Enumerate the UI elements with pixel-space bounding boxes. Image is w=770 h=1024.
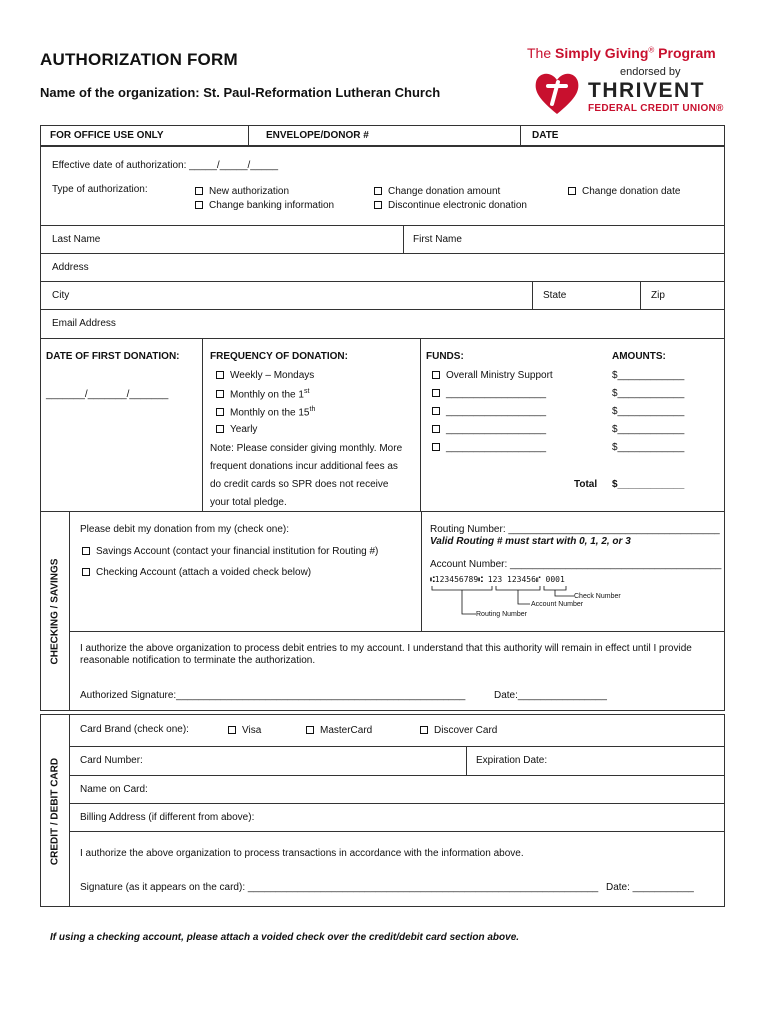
- check-diagram-lines: [430, 584, 630, 622]
- fund-blank[interactable]: __________________: [446, 424, 547, 435]
- frequency-note: frequent donations incur additional fees as: [210, 461, 398, 472]
- amount-field[interactable]: $____________: [612, 406, 685, 417]
- signature-date-field[interactable]: Date:________________: [494, 690, 607, 701]
- divider: [69, 746, 725, 747]
- address-field[interactable]: Address: [52, 262, 89, 273]
- organization-name: Name of the organization: St. Paul-Reformation Lutheran Church: [40, 85, 441, 100]
- fund-blank[interactable]: __________________: [446, 406, 547, 417]
- account-number-field[interactable]: Account Number: ______________________________________: [430, 559, 722, 570]
- divider: [520, 125, 521, 146]
- fund-row[interactable]: [432, 406, 546, 417]
- divider: [40, 281, 725, 282]
- fund-row[interactable]: [432, 388, 546, 399]
- divider: [420, 338, 421, 511]
- frequency-label: FREQUENCY OF DONATION:: [210, 351, 348, 362]
- state-field[interactable]: State: [543, 290, 567, 301]
- divider: [69, 631, 725, 632]
- option-label: Monthly on the 1: [230, 389, 304, 401]
- card-authorization-text: I authorize the above organization to process transactions in accordance with the information above.: [80, 848, 524, 859]
- checking-option[interactable]: [82, 567, 311, 578]
- option-label: Visa: [242, 725, 262, 736]
- type-label: Type of authorization:: [52, 184, 148, 195]
- logo-reg: ®: [648, 45, 655, 55]
- option-label: Change donation amount: [388, 186, 501, 197]
- debit-prompt: Please debit my donation from my (check one):: [80, 524, 289, 535]
- savings-option[interactable]: [82, 546, 378, 557]
- freq-monthly-15th[interactable]: [216, 406, 315, 418]
- amounts-label: AMOUNTS:: [612, 351, 666, 362]
- divider: [69, 511, 70, 711]
- checkbox[interactable]: [432, 443, 440, 451]
- routing-number-caption: Routing Number: [476, 611, 527, 618]
- name-on-card-field[interactable]: Name on Card:: [80, 784, 148, 795]
- fund-blank[interactable]: __________________: [446, 388, 547, 399]
- option-label: Monthly on the 15: [230, 407, 310, 419]
- footer-note: If using a checking account, please attach a voided check over the credit/debit card section above.: [50, 932, 520, 943]
- total-label: Total: [574, 479, 598, 490]
- checkbox[interactable]: [216, 390, 224, 398]
- ordinal-suffix: th: [309, 406, 316, 413]
- fund-row[interactable]: [432, 424, 546, 435]
- card-number-field[interactable]: Card Number:: [80, 755, 143, 766]
- divider: [466, 746, 467, 775]
- check-number-caption: Check Number: [574, 593, 621, 600]
- freq-yearly[interactable]: [216, 424, 257, 435]
- divider: [40, 225, 725, 226]
- divider: [40, 253, 725, 254]
- option-label: New authorization: [209, 186, 290, 197]
- divider: [69, 803, 725, 804]
- checkbox[interactable]: [374, 187, 382, 195]
- logo-suffix: Program: [658, 45, 716, 61]
- form-title: AUTHORIZATION FORM: [40, 50, 238, 69]
- divider: [248, 125, 249, 146]
- amount-field[interactable]: $____________: [612, 388, 685, 399]
- debit-authorization-text: I authorize the above organization to process debit entries to my account. I understand that this authority will remain in effect until I provide: [80, 643, 692, 654]
- first-donation-date-field[interactable]: _______/_______/_______: [46, 389, 169, 400]
- divider: [69, 775, 725, 776]
- checkbox[interactable]: [216, 371, 224, 379]
- program-logo-text: [527, 45, 716, 61]
- checkbox[interactable]: [432, 371, 440, 379]
- frequency-note: do credit cards so SPR does not receive: [210, 479, 389, 490]
- option-discontinue[interactable]: [374, 200, 527, 211]
- option-change-date[interactable]: [568, 186, 680, 197]
- checking-savings-side-label: CHECKING / SAVINGS: [49, 558, 61, 665]
- checkbox[interactable]: [420, 726, 428, 734]
- brand-visa[interactable]: [228, 725, 261, 736]
- checkbox[interactable]: [228, 726, 236, 734]
- first-name-field[interactable]: First Name: [413, 234, 462, 245]
- checkbox[interactable]: [432, 407, 440, 415]
- logo-prefix: The: [527, 45, 552, 61]
- email-field[interactable]: Email Address: [52, 318, 116, 329]
- brand-mastercard[interactable]: [306, 725, 372, 736]
- effective-date-field[interactable]: Effective date of authorization: _____/_____/_____: [52, 160, 279, 171]
- checkbox[interactable]: [195, 201, 203, 209]
- amount-field[interactable]: $____________: [612, 370, 685, 381]
- freq-weekly[interactable]: [216, 370, 314, 381]
- account-number-caption: Account Number: [531, 601, 584, 608]
- checkbox[interactable]: [374, 201, 382, 209]
- divider: [40, 338, 725, 339]
- checkbox[interactable]: [82, 547, 90, 555]
- checkbox[interactable]: [216, 425, 224, 433]
- divider: [202, 338, 203, 511]
- checkbox[interactable]: [568, 187, 576, 195]
- card-side-label: CREDIT / DEBIT CARD: [49, 757, 61, 866]
- checkbox[interactable]: [216, 408, 224, 416]
- micr-line: ⑆123456789⑆ 123 123456⑈ 0001: [430, 575, 565, 584]
- divider: [69, 714, 70, 907]
- logo-fcu: FEDERAL CREDIT UNION®: [588, 103, 724, 114]
- divider: [421, 511, 422, 631]
- card-box: [40, 714, 725, 907]
- thrivent-heart-icon: [532, 70, 582, 116]
- logo-endorsed: endorsed by: [620, 66, 681, 78]
- option-label: Discover Card: [434, 725, 498, 736]
- option-label: Discontinue electronic donation: [388, 200, 527, 211]
- option-label: Weekly – Mondays: [230, 370, 315, 381]
- divider: [69, 831, 725, 832]
- routing-number-field[interactable]: Routing Number: ______________________________________: [430, 524, 720, 535]
- debit-authorization-text: reasonable notification to terminate the authorization.: [80, 655, 316, 666]
- zip-field[interactable]: Zip: [651, 290, 665, 301]
- first-donation-label: DATE OF FIRST DONATION:: [46, 351, 180, 362]
- date-label: DATE: [532, 130, 559, 141]
- funds-label: FUNDS:: [426, 351, 464, 362]
- fund-overall-ministry[interactable]: [432, 370, 553, 381]
- frequency-note: your total pledge.: [210, 497, 287, 508]
- envelope-label: ENVELOPE/DONOR #: [266, 130, 369, 141]
- logo-brand: Simply Giving: [555, 45, 649, 61]
- amount-field[interactable]: $____________: [612, 424, 685, 435]
- fund-blank[interactable]: __________________: [446, 442, 547, 453]
- checkbox[interactable]: [432, 389, 440, 397]
- fund-label: Overall Ministry Support: [446, 370, 553, 381]
- checkbox[interactable]: [306, 726, 314, 734]
- card-brand-label: Card Brand (check one):: [80, 724, 189, 735]
- authorized-signature-field[interactable]: Authorized Signature:____________________________________________________: [80, 690, 466, 701]
- divider: [40, 511, 725, 512]
- checkbox[interactable]: [195, 187, 203, 195]
- card-date-field[interactable]: Date: ___________: [606, 882, 694, 893]
- option-label: Change banking information: [209, 200, 335, 211]
- fund-row[interactable]: [432, 442, 546, 453]
- office-use-label: FOR OFFICE USE ONLY: [50, 130, 164, 141]
- card-signature-field[interactable]: Signature (as it appears on the card): _______________________________________________________________: [80, 882, 599, 893]
- checkbox[interactable]: [432, 425, 440, 433]
- option-label: Yearly: [230, 424, 258, 435]
- amount-field[interactable]: $____________: [612, 442, 685, 453]
- brand-discover[interactable]: [420, 725, 497, 736]
- total-amount-field[interactable]: $____________: [612, 479, 685, 490]
- checkbox[interactable]: [82, 568, 90, 576]
- ordinal-suffix: st: [303, 388, 310, 395]
- billing-address-field[interactable]: Billing Address (if different from above):: [80, 812, 255, 823]
- option-label: Change donation date: [582, 186, 681, 197]
- option-change-banking[interactable]: [195, 200, 334, 211]
- divider: [40, 309, 725, 310]
- divider: [403, 225, 404, 253]
- logo-name: THRIVENT: [588, 79, 705, 102]
- frequency-note: Note: Please consider giving monthly. More: [210, 443, 403, 454]
- routing-note: Valid Routing # must start with 0, 1, 2, or 3: [430, 536, 631, 547]
- option-new-authorization[interactable]: [195, 186, 289, 197]
- option-label: MasterCard: [320, 725, 373, 736]
- option-label: Checking Account (attach a voided check below): [96, 567, 312, 578]
- option-change-amount[interactable]: [374, 186, 500, 197]
- option-label: Savings Account (contact your financial institution for Routing #): [96, 546, 379, 557]
- divider: [532, 281, 533, 309]
- city-field[interactable]: City: [52, 290, 70, 301]
- last-name-field[interactable]: Last Name: [52, 234, 101, 245]
- expiration-date-field[interactable]: Expiration Date:: [476, 755, 548, 766]
- freq-monthly-1st[interactable]: [216, 388, 309, 400]
- divider: [640, 281, 641, 309]
